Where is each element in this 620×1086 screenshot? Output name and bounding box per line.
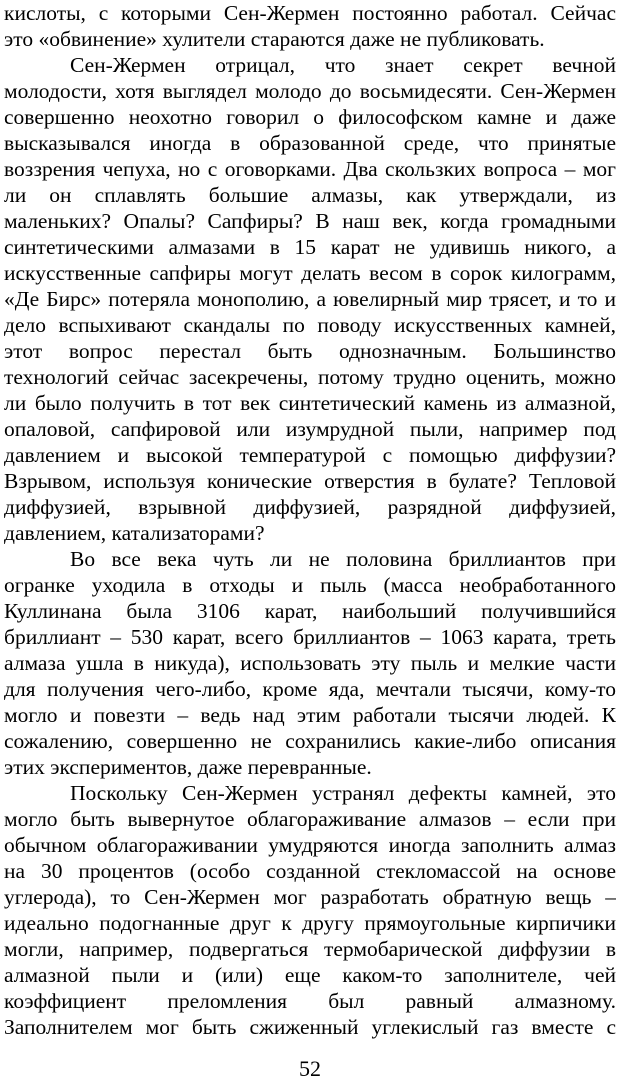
text-line: ли он сплавлять большие алмазы, как утверждали, из [4, 183, 616, 207]
text-line: идеально подогнанные друг к другу прямоугольные кирпичики [4, 911, 616, 935]
text-line: огранке уходила в отходы и пыль (масса необработанного [4, 573, 616, 597]
text-line: давлением и высокой температурой с помощью диффузии? [4, 443, 616, 467]
text-line: могли, например, подвергаться термобарической диффузии в [4, 937, 616, 961]
text-line: технологий сейчас засекречены, потому трудно оценить, можно [4, 365, 616, 389]
text-line: искусственные сапфиры могут делать весом в сорок килограмм, [4, 261, 616, 285]
text-line: Куллинана была 3106 карат, наибольший получившийся [4, 599, 616, 623]
text-line: на 30 процентов (особо созданной стекломассой на основе [4, 859, 616, 883]
page-body [4, 0, 616, 1040]
text-line: маленьких? Опалы? Сапфиры? В наш век, когда громадными [4, 209, 616, 233]
text-line: Взрывом, используя конические отверстия в булате? Тепловой [4, 469, 616, 493]
text-line: углерода), то Сен-Жермен мог разработать обратную вещь – [4, 885, 616, 909]
text-line: это «обвинение» хулители стараются даже не публиковать. [4, 27, 545, 51]
text-line: для получения чего-либо, кроме яда, мечтали тысячи, кому-то [4, 677, 616, 701]
paragraph [4, 0, 616, 52]
text-line: Заполнителем мог быть сжиженный углекислый газ вместе с [4, 1015, 616, 1039]
text-line: Сен-Жермен отрицал, что знает секрет вечной [70, 53, 616, 77]
text-line: давлением, катализаторами? [4, 521, 265, 545]
text-line: молодости, хотя выглядел молодо до восьмидесяти. Сен-Жермен [4, 79, 616, 103]
text-line: этот вопрос перестал быть однозначным. Большинство [4, 339, 616, 363]
text-line: «Де Бирс» потеряла монополию, а ювелирный мир трясет, и то и [4, 287, 616, 311]
text-line: могло и повезти – ведь над этим работали тысячи людей. К [4, 703, 616, 727]
text-line: Поскольку Сен-Жермен устранял дефекты камней, это [70, 781, 616, 805]
paragraph [4, 52, 616, 546]
text-line: бриллиант – 530 карат, всего бриллиантов – 1063 карата, треть [4, 625, 616, 649]
text-line: синтетическими алмазами в 15 карат не удивишь никого, а [4, 235, 616, 259]
page-number: 52 [299, 1056, 321, 1081]
text-line: диффузией, взрывной диффузией, разрядной диффузией, [4, 495, 616, 519]
text-line: сожалению, совершенно не сохранились какие-либо описания [4, 729, 616, 753]
text-line: высказывался иногда в образованной среде, что принятые [4, 131, 616, 155]
text-line: кислоты, с которыми Сен-Жермен постоянно работал. Сейчас [4, 1, 616, 25]
text-line: дело вспыхивают скандалы по поводу искусственных камней, [4, 313, 616, 337]
paragraph [4, 780, 616, 1040]
text-line: обычном облагораживании умудряются иногда заполнить алмаз [4, 833, 616, 857]
paragraph [4, 546, 616, 780]
text-line: опаловой, сапфировой или изумрудной пыли, например под [4, 417, 616, 441]
text-line: совершенно неохотно говорил о философском камне и даже [4, 105, 616, 129]
text-line: Во все века чуть ли не половина бриллиантов при [70, 547, 616, 571]
text-line: коэффициент преломления был равный алмазному. [4, 989, 616, 1013]
text-line: ли было получить в тот век синтетический камень из алмазной, [4, 391, 616, 415]
text-line: алмазной пыли и (или) еще каком-то заполнителе, чей [4, 963, 616, 987]
text-line: могло быть вывернутое облагораживание алмазов – если при [4, 807, 616, 831]
text-line: алмаза ушла в никуда), использовать эту пыль и мелкие части [4, 651, 616, 675]
text-line: воззрения чепуха, но с оговорками. Два скользких вопроса – мог [4, 157, 616, 181]
text-line: этих экспериментов, даже перевранные. [4, 755, 372, 779]
